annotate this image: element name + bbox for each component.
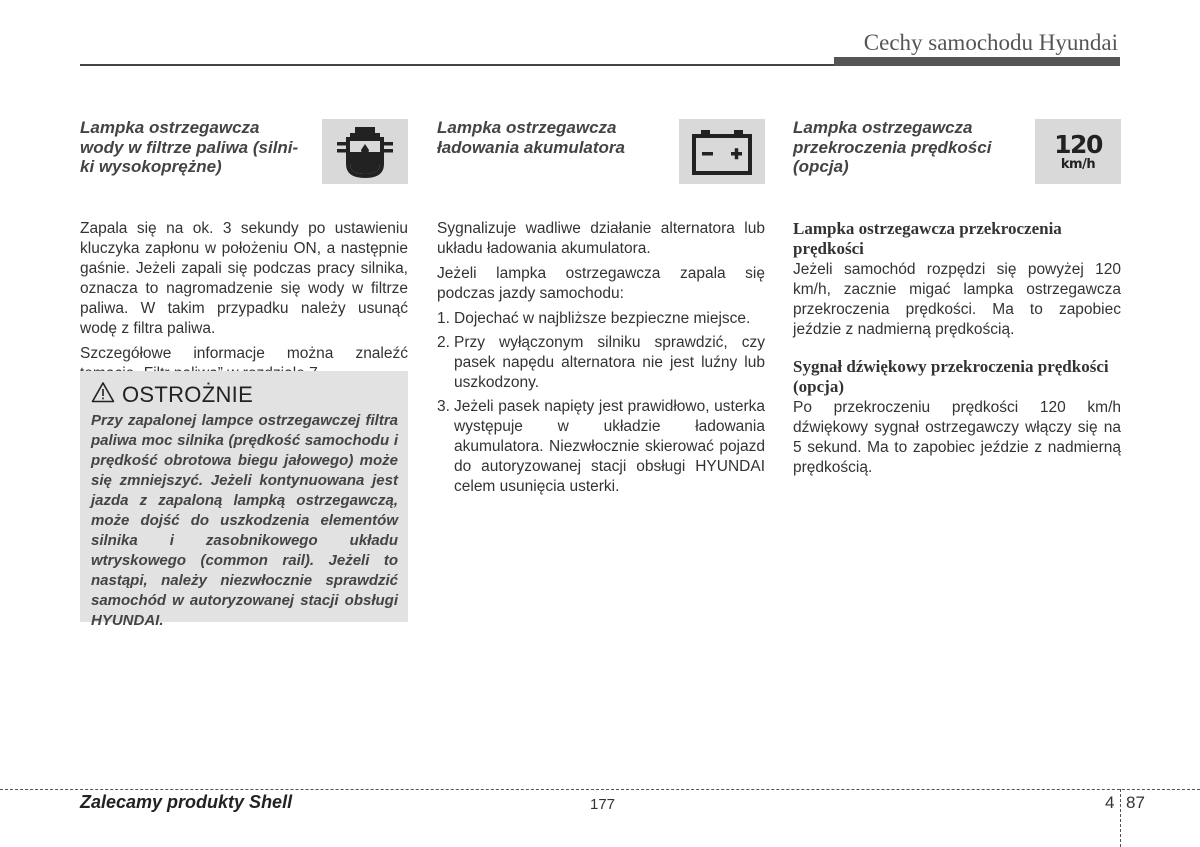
step-text: Przy wyłączonym silniku sprawdzić, czy pasek napędu alternatora nie jest luźny lub uszkodzony. — [454, 334, 765, 391]
chapter-title: Cechy samochodu Hyundai — [863, 30, 1118, 55]
section-title-line: ładowania akumulatora — [437, 137, 625, 157]
paragraph: Jeżeli samochód rozpędzi się powyżej 120 km/h, zacznie migać lampka ostrzegawcza przekroczenia prędkości. Ma to zapobiec jeździe z nadmierną prędkością. — [793, 261, 1121, 338]
step-number: 1. — [437, 310, 450, 327]
list-item — [437, 309, 765, 329]
speed-unit: km/h — [1060, 156, 1096, 172]
step-text: Dojechać w najbliższe bezpieczne miejsce. — [454, 310, 751, 327]
paragraph: Szczegółowe informacje można znaleźć — [80, 345, 408, 362]
speed-value: 120 — [1054, 129, 1102, 159]
steps-list — [437, 309, 765, 497]
section-fuel-filter-heading — [80, 118, 316, 177]
step-number: 3. — [437, 398, 450, 415]
list-item — [437, 333, 765, 393]
step-number: 2. — [437, 334, 450, 351]
section-battery-heading — [437, 118, 673, 157]
list-item — [437, 397, 765, 497]
battery-description — [437, 219, 765, 501]
sheet-number: 177 — [590, 796, 616, 813]
caution-text: Przy zapalonej lampce ostrzegawczej filtra paliwa moc silnika (prędkość samochodu i prędkość obrotowa biegu jałowego) może się zmniejszyć. Jeżeli kontynuowana jest jazda z zapaloną lampką ostrzegawczą, może dojść do uszkodzenia elementów silnika i zasobnikowego układu wtryskowego (common rail). Jeżeli to nastąpi, należy niezwłocznie sprawdzić samochód w autoryzowanej stacji obsługi HYUNDAI. — [91, 412, 398, 629]
section-title-line: wody w filtrze paliwa (silni- — [80, 137, 299, 157]
chapter-number: 4 — [1105, 793, 1115, 812]
caution-box — [80, 371, 408, 629]
section-title-line: (opcja) — [793, 157, 849, 176]
subsection-heading: Lampka ostrzegawcza przekroczenia prędkości — [793, 219, 1062, 258]
battery-icon — [679, 119, 765, 184]
fuel-filter-description — [80, 219, 408, 389]
header-accent-bar — [834, 57, 1120, 66]
footer-rule — [0, 789, 1200, 790]
speed-description — [793, 219, 1121, 483]
caution-header — [91, 381, 398, 408]
fuel-filter-water-icon — [322, 119, 408, 184]
section-title-line: ki wysokoprężne) — [80, 157, 222, 176]
page-number: 87 — [1126, 793, 1145, 812]
section-speed-heading — [793, 118, 1029, 177]
caution-title: OSTROŻNIE — [122, 381, 254, 407]
paragraph: Sygnalizuje wadliwe działanie alternatora lub układu ładowania akumulatora. — [437, 220, 765, 257]
footer-divider — [1120, 789, 1121, 847]
speed-limit-icon — [1035, 119, 1121, 184]
paragraph: Po przekroczeniu prędkości 120 km/h dźwiękowy sygnał ostrzegawczy włączy się na 5 sekund. Ma to zapobiec jeździe z nadmierną prędkością. — [793, 399, 1121, 476]
section-title-line: przekroczenia prędkości — [793, 137, 992, 157]
paragraph: Zapala się na ok. 3 sekundy po ustawieniu kluczyka zapłonu w położeniu ON, a następnie gaśnie. Jeżeli zapali się podczas pracy silnika, oznacza to nagromadzenie się wody w filtrze paliwa. W takim przypadku należy usunąć wodę z filtra paliwa. — [80, 220, 408, 337]
paragraph: Jeżeli lampka ostrzegawcza zapala się podczas jazdy samochodu: — [437, 265, 765, 302]
footer-slogan: Zalecamy produkty Shell — [80, 792, 293, 812]
section-title-line: Lampka ostrzegawcza — [437, 118, 617, 137]
subsection-heading: Sygnał dźwiękowy przekroczenia prędkości (opcja) — [793, 357, 1109, 396]
step-text: Jeżeli pasek napięty jest prawidłowo, usterka występuje w układzie ładowania akumulatora. Niezwłocznie skierować pojazd do autoryzowanej stacji obsługi HYUNDAI celem usunięcia usterki. — [454, 398, 765, 495]
warning-triangle-icon — [91, 381, 115, 408]
section-title-line: Lampka ostrzegawcza — [80, 118, 260, 137]
section-title-line: Lampka ostrzegawcza — [793, 118, 973, 137]
